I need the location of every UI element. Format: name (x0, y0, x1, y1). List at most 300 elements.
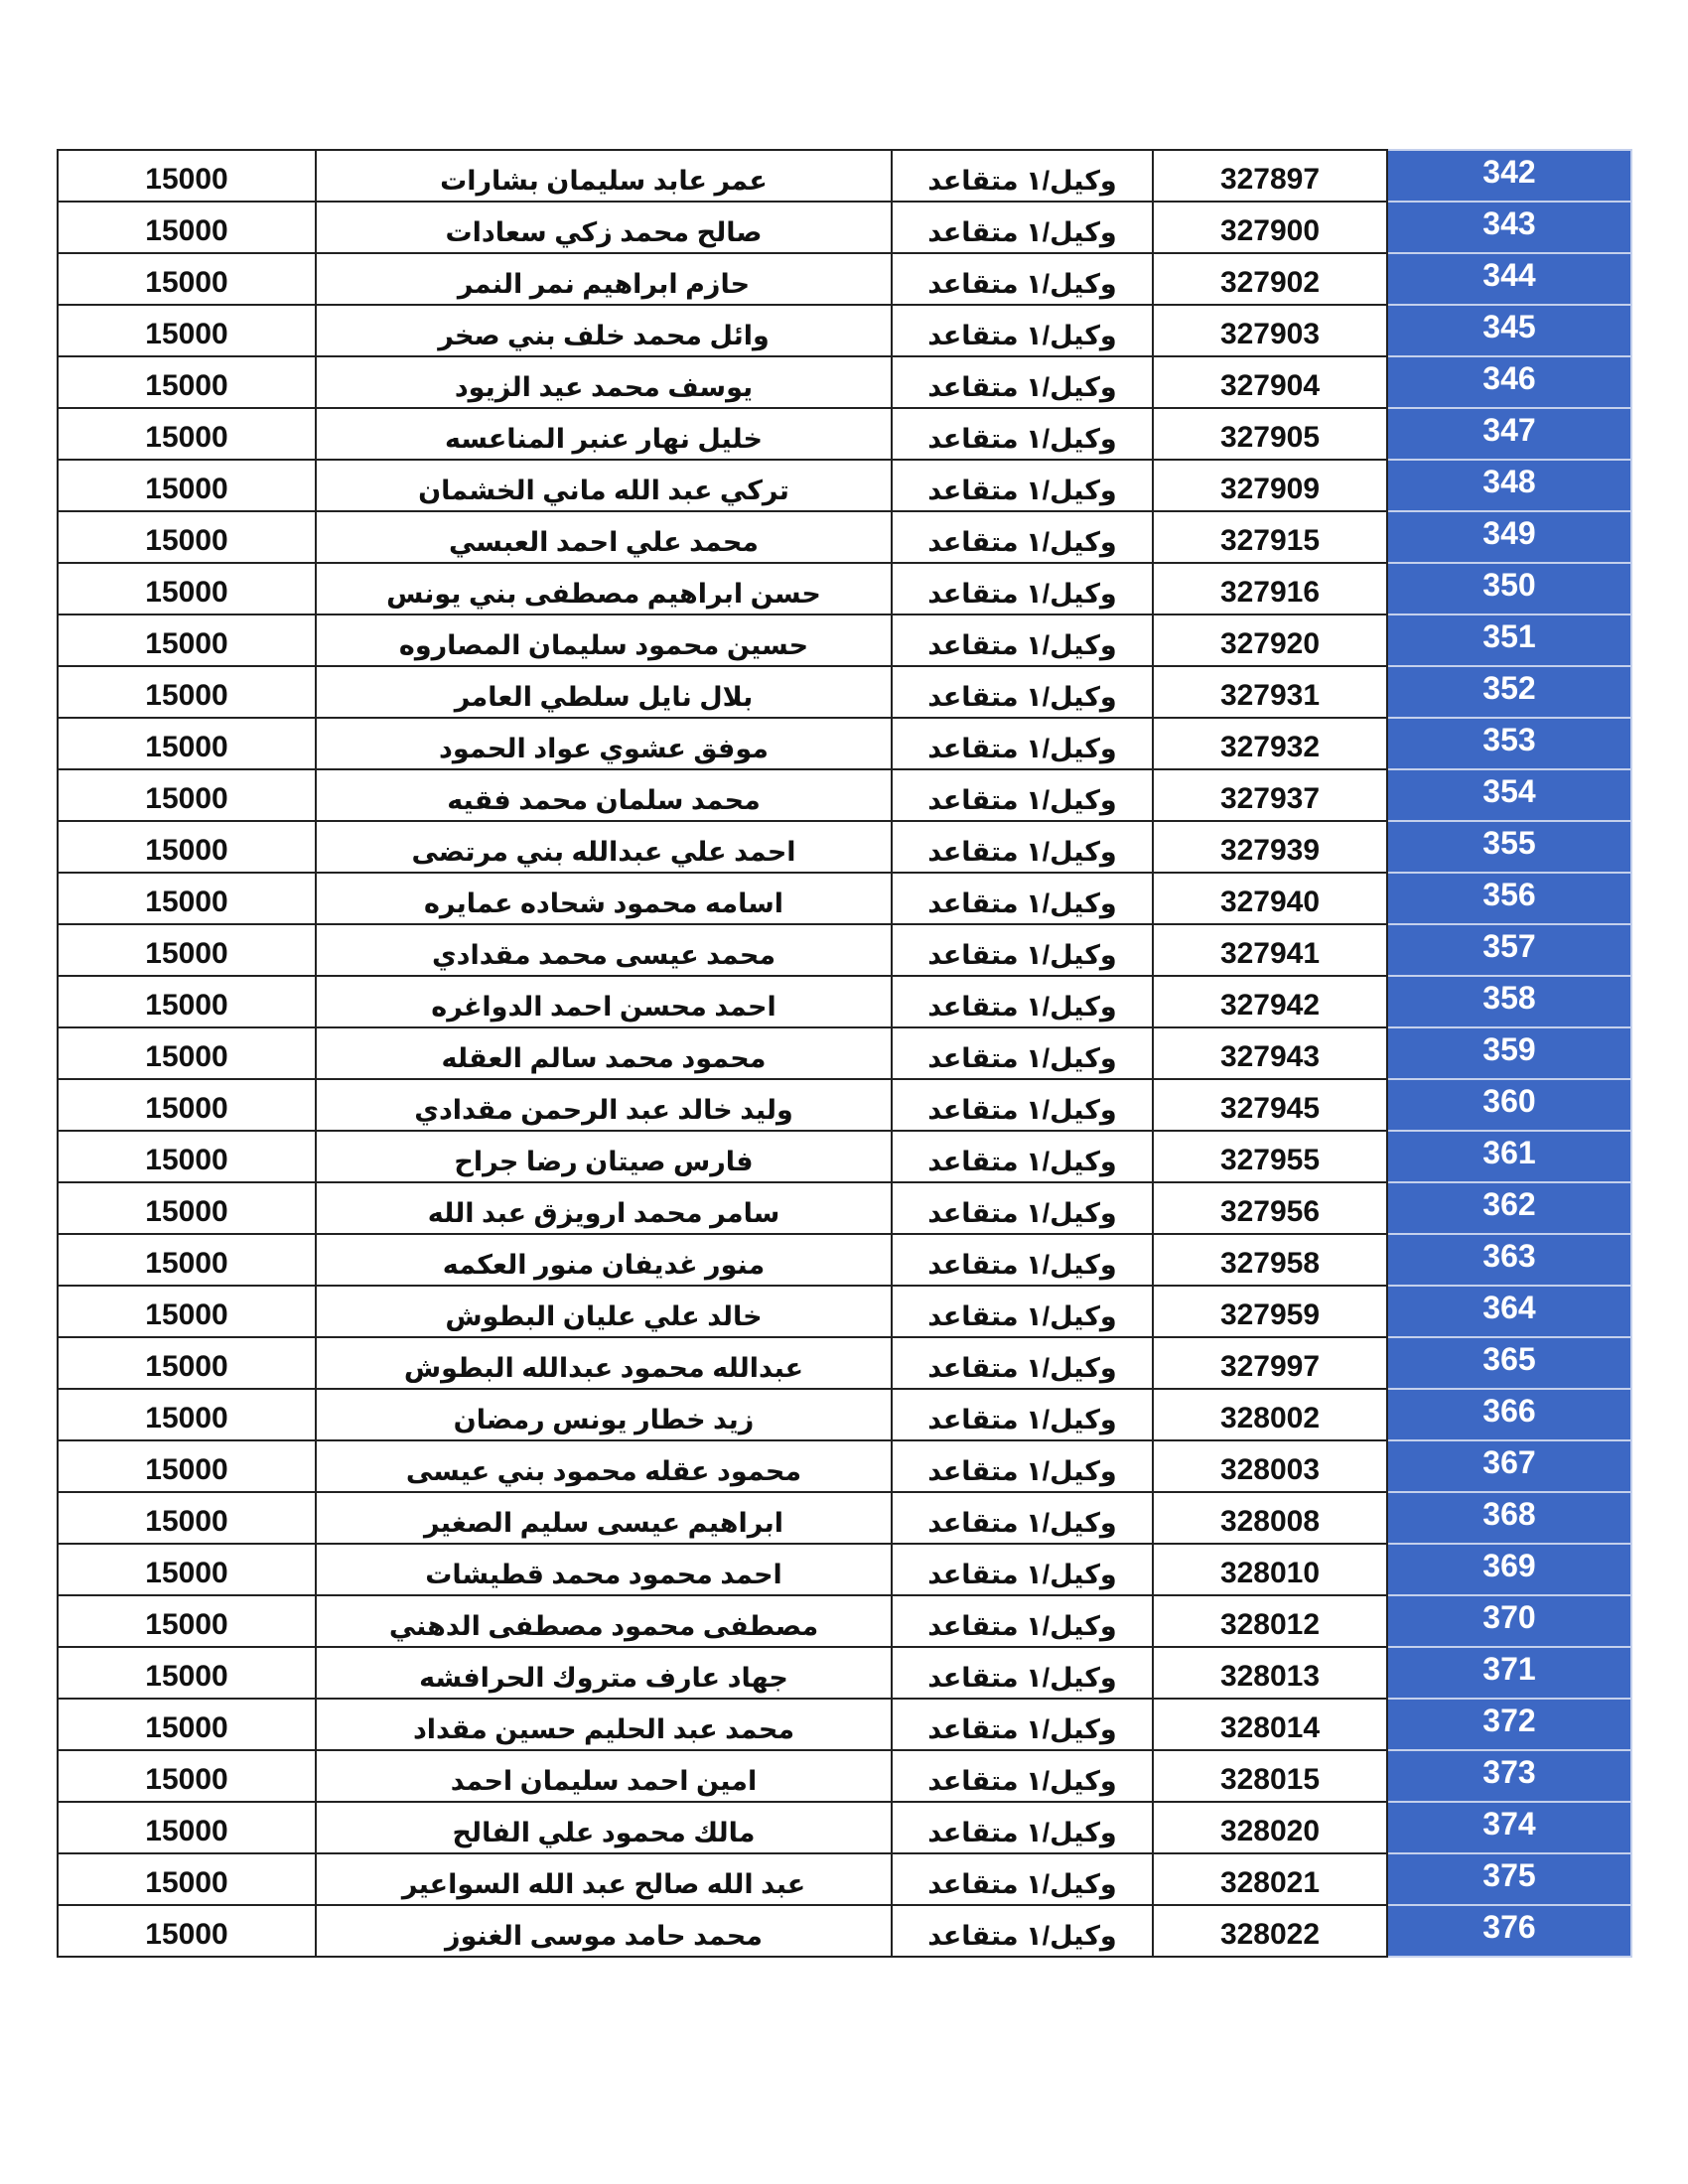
row-number-cell-text: 362 (1482, 1186, 1536, 1222)
row-number-cell (1387, 253, 1631, 305)
name-cell (316, 1853, 892, 1905)
id-number-cell (1153, 821, 1387, 873)
name-cell-text: حسين محمود سليمان المصاروه (398, 630, 809, 660)
id-number-cell (1153, 1905, 1387, 1957)
table-row (58, 873, 1631, 924)
id-number-cell (1153, 356, 1387, 408)
row-number-cell (1387, 1234, 1631, 1286)
id-number-cell-text: 328012 (1219, 1608, 1321, 1641)
row-number-cell-text: 353 (1482, 722, 1536, 757)
id-number-cell (1153, 1182, 1387, 1234)
table-row (58, 976, 1631, 1027)
name-cell (316, 1440, 892, 1492)
rank-cell (892, 1182, 1153, 1234)
id-number-cell (1153, 1027, 1387, 1079)
name-cell-text: عبد الله صالح عبد الله السواعير (401, 1869, 806, 1899)
id-number-cell-text: 327931 (1219, 679, 1321, 712)
row-number-cell (1387, 511, 1631, 563)
amount-cell-text: 15000 (145, 524, 228, 557)
rank-cell (892, 1337, 1153, 1389)
name-cell-text: احمد محمود محمد قطيشات (425, 1560, 782, 1589)
row-number-cell (1387, 202, 1631, 253)
row-number-cell-text: 346 (1482, 360, 1536, 396)
table-row (58, 511, 1631, 563)
row-number-cell (1387, 614, 1631, 666)
rank-cell (892, 253, 1153, 305)
amount-cell-text: 15000 (145, 782, 228, 815)
amount-cell (58, 305, 316, 356)
row-number-cell (1387, 1853, 1631, 1905)
rank-cell-text: وكيل/١ متقاعد (927, 217, 1117, 247)
id-number-cell-text: 327941 (1219, 937, 1321, 970)
retirees-table (57, 149, 1632, 1958)
rank-cell-text: وكيل/١ متقاعد (927, 579, 1117, 609)
rank-cell-text: وكيل/١ متقاعد (927, 1353, 1117, 1383)
name-cell-text: امين احمد سليمان احمد (450, 1766, 758, 1796)
amount-cell (58, 1802, 316, 1853)
name-cell (316, 769, 892, 821)
name-cell (316, 356, 892, 408)
name-cell-text: صالح محمد زكي سعادات (445, 217, 763, 247)
row-number-cell (1387, 1079, 1631, 1131)
name-cell-text: جهاد عارف متروك الحرافشه (419, 1663, 788, 1693)
amount-cell-text: 15000 (145, 1815, 228, 1847)
table-row (58, 924, 1631, 976)
row-number-cell (1387, 305, 1631, 356)
rank-cell (892, 202, 1153, 253)
rank-cell (892, 1131, 1153, 1182)
table-row (58, 821, 1631, 873)
amount-cell-text: 15000 (145, 886, 228, 918)
id-number-cell (1153, 1286, 1387, 1337)
name-cell (316, 1337, 892, 1389)
amount-cell-text: 15000 (145, 1557, 228, 1589)
amount-cell (58, 614, 316, 666)
table-row (58, 666, 1631, 718)
amount-cell-text: 15000 (145, 1866, 228, 1899)
rank-cell-text: وكيل/١ متقاعد (927, 940, 1117, 970)
id-number-cell-text: 327905 (1219, 421, 1321, 454)
rank-cell-text: وكيل/١ متقاعد (927, 1043, 1117, 1073)
rank-cell (892, 1750, 1153, 1802)
rank-cell-text: وكيل/١ متقاعد (927, 1198, 1117, 1228)
name-cell-text: محمد علي احمد العبسي (448, 527, 760, 557)
table-row (58, 1440, 1631, 1492)
name-cell-text: وائل محمد خلف بني صخر (438, 321, 770, 350)
row-number-cell-text: 357 (1482, 928, 1536, 964)
name-cell-text: موفق عشوي عواد الحمود (439, 734, 769, 763)
rank-cell-text: وكيل/١ متقاعد (927, 269, 1117, 299)
row-number-cell (1387, 1182, 1631, 1234)
table-row (58, 1337, 1631, 1389)
id-number-cell-text: 327904 (1219, 369, 1321, 402)
table-row (58, 1853, 1631, 1905)
id-number-cell-text: 327909 (1219, 473, 1321, 505)
name-cell (316, 873, 892, 924)
id-number-cell (1153, 924, 1387, 976)
amount-cell-text: 15000 (145, 1298, 228, 1331)
table-row (58, 1544, 1631, 1595)
id-number-cell (1153, 976, 1387, 1027)
rank-cell-text: وكيل/١ متقاعد (927, 1301, 1117, 1331)
amount-cell-text: 15000 (145, 1608, 228, 1641)
row-number-cell-text: 356 (1482, 877, 1536, 912)
rank-cell (892, 614, 1153, 666)
row-number-cell (1387, 1595, 1631, 1647)
id-number-cell-text: 327916 (1219, 576, 1321, 609)
rank-cell (892, 1286, 1153, 1337)
id-number-cell-text: 327900 (1219, 214, 1321, 247)
name-cell-text: وليد خالد عبد الرحمن مقدادي (414, 1095, 793, 1125)
id-number-cell (1153, 1699, 1387, 1750)
amount-cell (58, 821, 316, 873)
amount-cell (58, 1647, 316, 1699)
rank-cell (892, 460, 1153, 511)
rank-cell-text: وكيل/١ متقاعد (927, 1508, 1117, 1538)
rank-cell-text: وكيل/١ متقاعد (927, 321, 1117, 350)
id-number-cell-text: 328020 (1219, 1815, 1321, 1847)
name-cell-text: بلال نايل سلطي العامر (454, 682, 754, 712)
amount-cell (58, 1440, 316, 1492)
rank-cell (892, 1027, 1153, 1079)
rank-cell-text: وكيل/١ متقاعد (927, 1405, 1117, 1434)
table-row (58, 460, 1631, 511)
id-number-cell (1153, 408, 1387, 460)
name-cell (316, 1647, 892, 1699)
id-number-cell-text: 327959 (1219, 1298, 1321, 1331)
id-number-cell (1153, 1544, 1387, 1595)
rank-cell-text: وكيل/١ متقاعد (927, 734, 1117, 763)
name-cell-text: حازم ابراهيم نمر النمر (457, 269, 751, 299)
table-row (58, 718, 1631, 769)
row-number-cell (1387, 1905, 1631, 1957)
amount-cell-text: 15000 (145, 1453, 228, 1486)
table-row (58, 1647, 1631, 1699)
amount-cell-text: 15000 (145, 1918, 228, 1951)
amount-cell (58, 356, 316, 408)
row-number-cell (1387, 924, 1631, 976)
amount-cell-text: 15000 (145, 369, 228, 402)
row-number-cell-text: 368 (1482, 1496, 1536, 1532)
rank-cell-text: وكيل/١ متقاعد (927, 1560, 1117, 1589)
name-cell (316, 511, 892, 563)
amount-cell-text: 15000 (145, 1763, 228, 1796)
row-number-cell (1387, 1492, 1631, 1544)
name-cell-text: محمد حامد موسى الغنوز (445, 1921, 763, 1951)
row-number-cell (1387, 1750, 1631, 1802)
name-cell-text: احمد علي عبدالله بني مرتضى (411, 837, 796, 867)
id-number-cell (1153, 150, 1387, 202)
rank-cell (892, 1389, 1153, 1440)
row-number-cell (1387, 1440, 1631, 1492)
name-cell-text: محمد سلمان محمد فقيه (447, 785, 761, 815)
amount-cell (58, 408, 316, 460)
id-number-cell (1153, 1131, 1387, 1182)
id-number-cell (1153, 1595, 1387, 1647)
name-cell (316, 976, 892, 1027)
rank-cell-text: وكيل/١ متقاعد (927, 1095, 1117, 1125)
name-cell (316, 1286, 892, 1337)
amount-cell (58, 150, 316, 202)
rank-cell (892, 924, 1153, 976)
amount-cell (58, 1182, 316, 1234)
id-number-cell-text: 328002 (1219, 1402, 1321, 1434)
name-cell (316, 1544, 892, 1595)
rank-cell-text: وكيل/١ متقاعد (927, 1663, 1117, 1693)
name-cell (316, 1027, 892, 1079)
amount-cell (58, 1027, 316, 1079)
amount-cell-text: 15000 (145, 731, 228, 763)
rank-cell (892, 1079, 1153, 1131)
table-row (58, 305, 1631, 356)
id-number-cell (1153, 460, 1387, 511)
name-cell-text: خليل نهار عنبر المناعسه (445, 424, 763, 454)
name-cell-text: منور غديفان منور العكمه (442, 1250, 766, 1280)
amount-cell (58, 924, 316, 976)
row-number-cell-text: 365 (1482, 1341, 1536, 1377)
row-number-cell-text: 348 (1482, 464, 1536, 499)
rank-cell (892, 1544, 1153, 1595)
row-number-cell-text: 343 (1482, 205, 1536, 241)
id-number-cell (1153, 614, 1387, 666)
amount-cell (58, 253, 316, 305)
rank-cell (892, 976, 1153, 1027)
table-row (58, 769, 1631, 821)
row-number-cell (1387, 1337, 1631, 1389)
rank-cell (892, 1440, 1153, 1492)
rank-cell-text: وكيل/١ متقاعد (927, 837, 1117, 867)
name-cell-text: محمد عيسى محمد مقدادي (431, 940, 776, 970)
id-number-cell-text: 327943 (1219, 1040, 1321, 1073)
table-row (58, 150, 1631, 202)
row-number-cell-text: 350 (1482, 567, 1536, 603)
name-cell-text: سامر محمد ارويزق عبد الله (427, 1198, 780, 1228)
id-number-cell-text: 327940 (1219, 886, 1321, 918)
rank-cell (892, 511, 1153, 563)
name-cell-text: مالك محمود علي الفالح (452, 1818, 756, 1847)
name-cell-text: احمد محسن احمد الدواغره (431, 992, 776, 1022)
name-cell (316, 1492, 892, 1544)
id-number-cell-text: 327956 (1219, 1195, 1321, 1228)
row-number-cell-text: 358 (1482, 980, 1536, 1016)
row-number-cell-text: 364 (1482, 1290, 1536, 1325)
name-cell-text: حسن ابراهيم مصطفى بني يونس (386, 579, 821, 609)
name-cell (316, 408, 892, 460)
rank-cell (892, 666, 1153, 718)
row-number-cell (1387, 356, 1631, 408)
id-number-cell (1153, 1647, 1387, 1699)
row-number-cell-text: 344 (1482, 257, 1536, 293)
row-number-cell (1387, 821, 1631, 873)
name-cell (316, 666, 892, 718)
rank-cell-text: وكيل/١ متقاعد (927, 1611, 1117, 1641)
amount-cell (58, 666, 316, 718)
name-cell-text: خالد علي عليان البطوش (445, 1301, 763, 1331)
name-cell (316, 563, 892, 614)
table-row (58, 1027, 1631, 1079)
amount-cell-text: 15000 (145, 163, 228, 196)
name-cell-text: عبدالله محمود عبدالله البطوش (403, 1353, 804, 1383)
table-body (58, 150, 1631, 1957)
name-cell (316, 460, 892, 511)
id-number-cell-text: 328015 (1219, 1763, 1321, 1796)
rank-cell-text: وكيل/١ متقاعد (927, 785, 1117, 815)
id-number-cell (1153, 1440, 1387, 1492)
row-number-cell (1387, 408, 1631, 460)
name-cell-text: اسامه محمود شحاده عمايره (423, 888, 784, 918)
row-number-cell-text: 366 (1482, 1393, 1536, 1429)
rank-cell-text: وكيل/١ متقاعد (927, 372, 1117, 402)
name-cell (316, 305, 892, 356)
table-row (58, 1234, 1631, 1286)
row-number-cell-text: 376 (1482, 1909, 1536, 1945)
amount-cell (58, 1595, 316, 1647)
row-number-cell-text: 351 (1482, 618, 1536, 654)
rank-cell-text: وكيل/١ متقاعد (927, 1714, 1117, 1744)
row-number-cell-text: 370 (1482, 1599, 1536, 1635)
name-cell-text: فارس صيتان رضا جراح (454, 1147, 754, 1176)
id-number-cell (1153, 1492, 1387, 1544)
id-number-cell (1153, 873, 1387, 924)
name-cell-text: ابراهيم عيسى سليم الصغير (424, 1508, 783, 1538)
id-number-cell (1153, 1853, 1387, 1905)
amount-cell (58, 563, 316, 614)
id-number-cell (1153, 1234, 1387, 1286)
rank-cell (892, 1595, 1153, 1647)
row-number-cell-text: 361 (1482, 1135, 1536, 1170)
row-number-cell-text: 342 (1482, 154, 1536, 190)
row-number-cell-text: 359 (1482, 1031, 1536, 1067)
id-number-cell-text: 328003 (1219, 1453, 1321, 1486)
amount-cell (58, 1853, 316, 1905)
name-cell (316, 1802, 892, 1853)
amount-cell (58, 1337, 316, 1389)
table-row (58, 356, 1631, 408)
amount-cell-text: 15000 (145, 679, 228, 712)
rank-cell (892, 769, 1153, 821)
table-row (58, 1595, 1631, 1647)
name-cell (316, 202, 892, 253)
name-cell (316, 253, 892, 305)
table-row (58, 1131, 1631, 1182)
rank-cell-text: وكيل/١ متقاعد (927, 1147, 1117, 1176)
rank-cell (892, 718, 1153, 769)
table-row (58, 253, 1631, 305)
row-number-cell-text: 355 (1482, 825, 1536, 861)
name-cell (316, 1079, 892, 1131)
row-number-cell (1387, 1802, 1631, 1853)
id-number-cell-text: 328021 (1219, 1866, 1321, 1899)
id-number-cell (1153, 1389, 1387, 1440)
id-number-cell (1153, 769, 1387, 821)
name-cell (316, 1182, 892, 1234)
amount-cell (58, 1079, 316, 1131)
amount-cell-text: 15000 (145, 1350, 228, 1383)
rank-cell (892, 873, 1153, 924)
amount-cell (58, 1699, 316, 1750)
table-row (58, 1182, 1631, 1234)
rank-cell (892, 563, 1153, 614)
row-number-cell-text: 349 (1482, 515, 1536, 551)
row-number-cell-text: 374 (1482, 1806, 1536, 1842)
row-number-cell-text: 369 (1482, 1548, 1536, 1583)
row-number-cell-text: 347 (1482, 412, 1536, 448)
amount-cell (58, 976, 316, 1027)
row-number-cell-text: 367 (1482, 1444, 1536, 1480)
amount-cell-text: 15000 (145, 989, 228, 1022)
rank-cell (892, 1905, 1153, 1957)
amount-cell-text: 15000 (145, 627, 228, 660)
rank-cell-text: وكيل/١ متقاعد (927, 1921, 1117, 1951)
rank-cell (892, 356, 1153, 408)
row-number-cell-text: 363 (1482, 1238, 1536, 1274)
table-row (58, 1389, 1631, 1440)
rank-cell-text: وكيل/١ متقاعد (927, 527, 1117, 557)
amount-cell (58, 1750, 316, 1802)
id-number-cell-text: 327915 (1219, 524, 1321, 557)
rank-cell-text: وكيل/١ متقاعد (927, 682, 1117, 712)
amount-cell-text: 15000 (145, 1247, 228, 1280)
rank-cell-text: وكيل/١ متقاعد (927, 1766, 1117, 1796)
rank-cell (892, 1802, 1153, 1853)
row-number-cell-text: 371 (1482, 1651, 1536, 1687)
id-number-cell (1153, 666, 1387, 718)
id-number-cell (1153, 1079, 1387, 1131)
id-number-cell-text: 328008 (1219, 1505, 1321, 1538)
amount-cell (58, 1131, 316, 1182)
rank-cell-text: وكيل/١ متقاعد (927, 1456, 1117, 1486)
id-number-cell-text: 328014 (1219, 1711, 1321, 1744)
name-cell-text: عمر عابد سليمان بشارات (440, 166, 768, 196)
name-cell (316, 718, 892, 769)
rank-cell-text: وكيل/١ متقاعد (927, 1818, 1117, 1847)
row-number-cell-text: 354 (1482, 773, 1536, 809)
amount-cell (58, 1234, 316, 1286)
amount-cell-text: 15000 (145, 1402, 228, 1434)
amount-cell (58, 1544, 316, 1595)
name-cell-text: يوسف محمد عيد الزيود (454, 372, 754, 402)
name-cell-text: مصطفى محمود مصطفى الدهني (388, 1611, 819, 1641)
rank-cell (892, 1234, 1153, 1286)
name-cell (316, 1595, 892, 1647)
amount-cell (58, 1492, 316, 1544)
amount-cell-text: 15000 (145, 421, 228, 454)
id-number-cell-text: 327955 (1219, 1144, 1321, 1176)
name-cell (316, 150, 892, 202)
rank-cell-text: وكيل/١ متقاعد (927, 630, 1117, 660)
row-number-cell-text: 372 (1482, 1703, 1536, 1738)
amount-cell (58, 873, 316, 924)
rank-cell-text: وكيل/١ متقاعد (927, 992, 1117, 1022)
amount-cell (58, 718, 316, 769)
amount-cell (58, 1905, 316, 1957)
id-number-cell-text: 328013 (1219, 1660, 1321, 1693)
table-row (58, 1802, 1631, 1853)
row-number-cell (1387, 1647, 1631, 1699)
rank-cell-text: وكيل/١ متقاعد (927, 424, 1117, 454)
amount-cell-text: 15000 (145, 1040, 228, 1073)
id-number-cell-text: 327937 (1219, 782, 1321, 815)
name-cell (316, 1234, 892, 1286)
id-number-cell (1153, 202, 1387, 253)
id-number-cell-text: 327939 (1219, 834, 1321, 867)
rank-cell (892, 305, 1153, 356)
row-number-cell (1387, 563, 1631, 614)
id-number-cell (1153, 1802, 1387, 1853)
rank-cell-text: وكيل/١ متقاعد (927, 166, 1117, 196)
id-number-cell-text: 328022 (1219, 1918, 1321, 1951)
rank-cell (892, 821, 1153, 873)
